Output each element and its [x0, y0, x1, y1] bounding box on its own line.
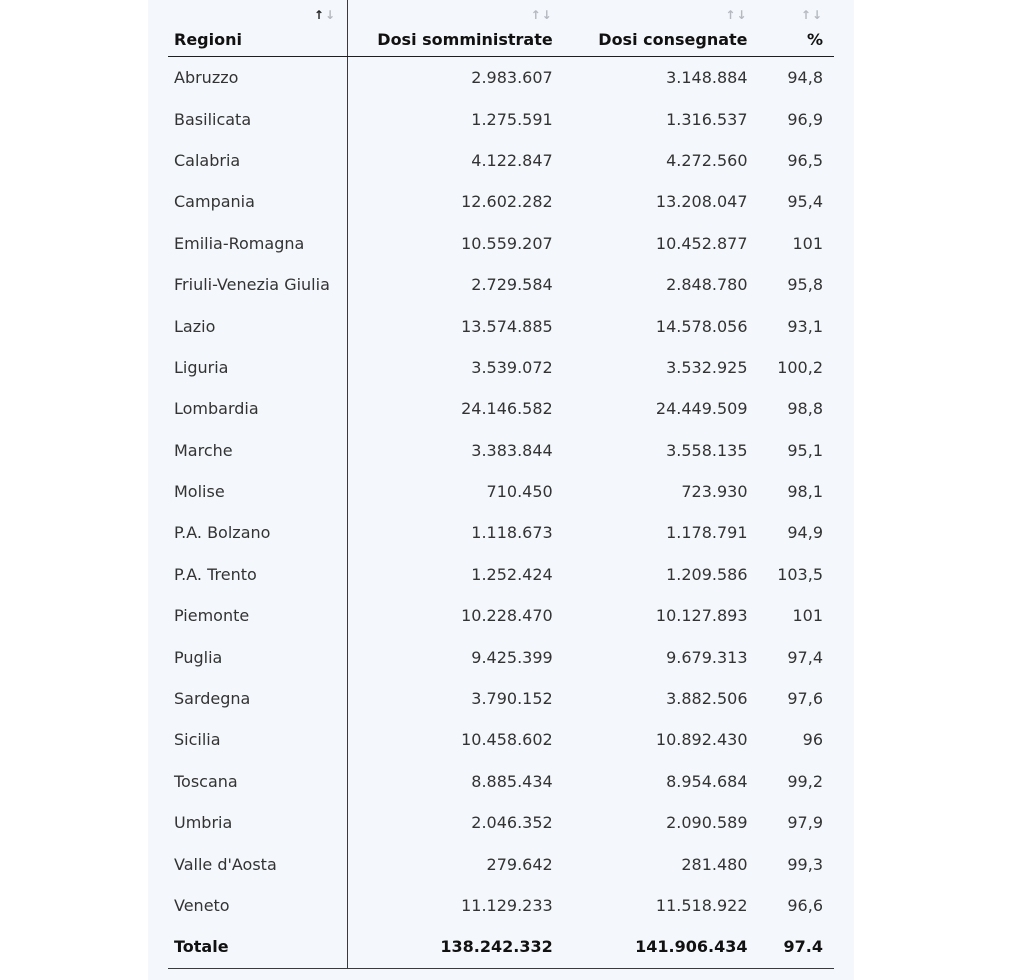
cell-percent: 97,4	[787, 647, 823, 667]
cell-percent: 95,1	[787, 440, 823, 460]
cell-percent: 98,1	[787, 482, 823, 502]
cell-regione: Veneto	[168, 885, 348, 926]
total-row	[168, 926, 834, 968]
cell-regione: Piemonte	[168, 595, 348, 636]
cell-regione: Lazio	[168, 305, 348, 346]
total-percent: 97.4	[759, 926, 834, 968]
column-header-label: Regioni	[174, 30, 242, 49]
table-row	[168, 140, 834, 181]
table-row	[168, 843, 834, 884]
cell-dosi-somministrate: 8.885.434	[471, 771, 553, 791]
cell-dosi-consegnate: 3.532.925	[666, 357, 748, 377]
cell-dosi-consegnate: 3.558.135	[666, 440, 748, 460]
cell-dosi-somministrate: 4.122.847	[471, 150, 553, 170]
cell-dosi-somministrate: 710.450	[486, 482, 553, 502]
table-row	[168, 885, 834, 926]
cell-dosi-somministrate: 10.458.602	[461, 730, 553, 750]
table-row	[168, 430, 834, 471]
cell-percent: 101	[792, 606, 823, 626]
cell-dosi-somministrate: 2.046.352	[471, 813, 553, 833]
cell-dosi-somministrate: 3.790.152	[471, 689, 553, 709]
column-header-label: Dosi somministrate	[377, 30, 553, 49]
cell-dosi-somministrate: 3.539.072	[471, 357, 553, 377]
cell-regione: Toscana	[168, 761, 348, 802]
cell-regione: Umbria	[168, 802, 348, 843]
table-row	[168, 554, 834, 595]
cell-regione: P.A. Bolzano	[168, 512, 348, 553]
table-row	[168, 305, 834, 346]
cell-percent: 98,8	[787, 399, 823, 419]
cell-dosi-consegnate: 4.272.560	[666, 150, 748, 170]
sort-arrows-icon[interactable]: ↑↓	[313, 8, 336, 22]
cell-dosi-consegnate: 14.578.056	[655, 316, 748, 336]
cell-dosi-somministrate: 12.602.282	[461, 192, 553, 212]
column-header-percent[interactable]	[759, 0, 834, 57]
cell-dosi-somministrate: 11.129.233	[461, 896, 553, 915]
cell-percent: 95,4	[787, 192, 823, 212]
table-row	[168, 98, 834, 139]
total-dosi-somministrate: 138.242.332	[348, 926, 564, 968]
cell-percent: 93,1	[787, 316, 823, 336]
cell-dosi-consegnate: 8.954.684	[666, 771, 748, 791]
cell-dosi-consegnate: 10.452.877	[655, 233, 748, 253]
cell-percent: 103,5	[777, 564, 823, 584]
cell-dosi-consegnate: 281.480	[681, 854, 748, 874]
cell-regione: Sicilia	[168, 719, 348, 760]
cell-regione: Calabria	[168, 140, 348, 181]
cell-dosi-consegnate: 1.316.537	[666, 109, 748, 129]
cell-dosi-consegnate: 10.127.893	[655, 606, 748, 626]
cell-regione: Marche	[168, 430, 348, 471]
cell-percent: 99,2	[787, 771, 823, 791]
total-dosi-consegnate: 141.906.434	[564, 926, 759, 968]
cell-percent: 96,5	[787, 150, 823, 170]
table-row	[168, 347, 834, 388]
table-body	[168, 57, 834, 927]
cell-regione: Sardegna	[168, 678, 348, 719]
cell-dosi-somministrate: 10.228.470	[461, 606, 553, 626]
cell-dosi-somministrate: 3.383.844	[471, 440, 553, 460]
column-header-label: %	[806, 30, 823, 49]
cell-dosi-consegnate: 24.449.509	[655, 399, 748, 419]
table-row	[168, 636, 834, 677]
table-row	[168, 181, 834, 222]
cell-regione: Basilicata	[168, 98, 348, 139]
table-row	[168, 264, 834, 305]
cell-regione: Friuli-Venezia Giulia	[168, 264, 348, 305]
cell-dosi-consegnate: 3.882.506	[666, 689, 748, 709]
table-row	[168, 57, 834, 99]
cell-dosi-consegnate: 3.148.884	[666, 68, 748, 88]
cell-dosi-somministrate: 13.574.885	[461, 316, 553, 336]
cell-dosi-consegnate: 11.518.922	[655, 896, 748, 915]
cell-dosi-consegnate: 13.208.047	[655, 192, 748, 212]
cell-dosi-consegnate: 9.679.313	[666, 647, 748, 667]
cell-percent: 97,9	[787, 813, 823, 833]
table-row	[168, 802, 834, 843]
cell-percent: 101	[792, 233, 823, 253]
table-row	[168, 678, 834, 719]
cell-dosi-somministrate: 1.118.673	[471, 523, 553, 543]
table-row	[168, 719, 834, 760]
cell-percent: 96	[802, 730, 823, 750]
cell-regione: Lombardia	[168, 388, 348, 429]
cell-percent: 94,8	[787, 68, 823, 88]
cell-dosi-somministrate: 1.275.591	[471, 109, 553, 129]
vaccine-doses-table	[168, 0, 834, 969]
cell-dosi-consegnate: 2.090.589	[666, 813, 748, 833]
cell-regione: Valle d'Aosta	[168, 843, 348, 884]
column-header-label: Dosi consegnate	[598, 30, 748, 49]
column-header-regioni[interactable]	[168, 0, 348, 57]
cell-dosi-somministrate: 279.642	[486, 854, 553, 874]
cell-percent: 96,9	[787, 109, 823, 129]
table-header-row	[168, 0, 834, 57]
cell-dosi-consegnate: 1.178.791	[666, 523, 748, 543]
cell-regione: Emilia-Romagna	[168, 223, 348, 264]
table-row	[168, 512, 834, 553]
cell-regione: Abruzzo	[168, 57, 348, 99]
cell-percent: 97,6	[787, 689, 823, 709]
cell-dosi-somministrate: 10.559.207	[461, 233, 553, 253]
total-label: Totale	[168, 926, 348, 968]
table-row	[168, 223, 834, 264]
table-row	[168, 471, 834, 512]
cell-regione: Puglia	[168, 636, 348, 677]
cell-dosi-somministrate: 2.729.584	[471, 275, 553, 295]
cell-dosi-somministrate: 1.252.424	[471, 564, 553, 584]
cell-dosi-somministrate: 24.146.582	[461, 399, 553, 419]
cell-percent: 94,9	[787, 523, 823, 543]
cell-dosi-consegnate: 2.848.780	[666, 275, 748, 295]
column-header-dosi-somministrate[interactable]	[348, 0, 564, 57]
cell-percent: 99,3	[787, 854, 823, 874]
table-row	[168, 595, 834, 636]
cell-percent: 95,8	[787, 275, 823, 295]
cell-percent: 100,2	[777, 357, 823, 377]
sort-arrows-icon[interactable]: ↑↓	[725, 8, 748, 22]
cell-regione: P.A. Trento	[168, 554, 348, 595]
cell-dosi-consegnate: 10.892.430	[655, 730, 748, 750]
table-row	[168, 388, 834, 429]
table-row	[168, 761, 834, 802]
cell-regione: Liguria	[168, 347, 348, 388]
column-header-dosi-consegnate[interactable]	[564, 0, 759, 57]
cell-dosi-somministrate: 2.983.607	[471, 68, 553, 88]
cell-regione: Molise	[168, 471, 348, 512]
sort-arrows-icon[interactable]: ↑↓	[800, 8, 823, 22]
cell-dosi-somministrate: 9.425.399	[471, 647, 553, 667]
sort-arrows-icon[interactable]: ↑↓	[530, 8, 553, 22]
cell-dosi-consegnate: 1.209.586	[666, 564, 748, 584]
cell-regione: Campania	[168, 181, 348, 222]
cell-percent: 96,6	[787, 896, 823, 915]
cell-dosi-consegnate: 723.930	[681, 482, 748, 502]
